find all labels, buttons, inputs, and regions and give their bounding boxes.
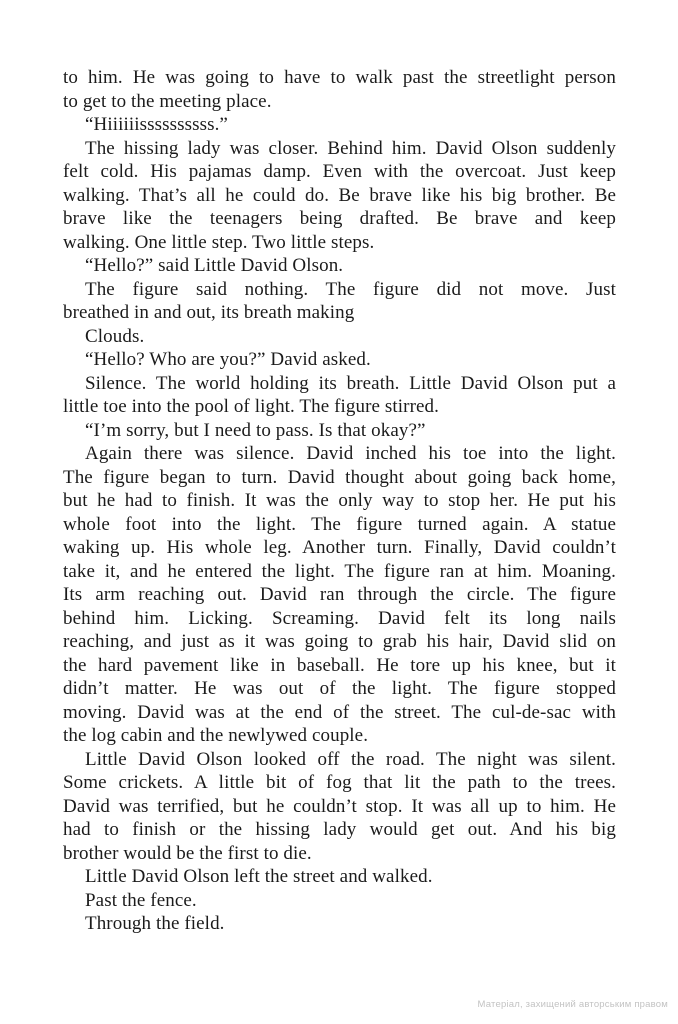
text-line: had to finish or the hissing lady would get out. And his big xyxy=(63,819,616,840)
text-line: Clouds. xyxy=(85,325,145,347)
page-text xyxy=(63,66,616,936)
paragraph xyxy=(63,372,616,419)
text-line: felt cold. His pajamas damp. Even with the overcoat. Just keep xyxy=(63,161,616,182)
text-line: little toe into the pool of light. The figure stirred. xyxy=(63,396,440,417)
text-line: “I’m sorry, but I need to pass. Is that okay?” xyxy=(85,419,426,441)
text-line: waking up. His whole leg. Another turn. Finally, David couldn’t xyxy=(63,537,616,558)
copyright-watermark: Матеріал, захищений авторським правом xyxy=(477,999,668,1010)
text-line: Again there was silence. David inched his toe into the light. xyxy=(85,443,616,464)
paragraph xyxy=(63,113,616,137)
text-line: Past the fence. xyxy=(85,889,197,911)
text-line: but he had to finish. It was the only way to stop her. He put his xyxy=(63,490,616,511)
paragraph xyxy=(63,442,616,748)
paragraph xyxy=(63,137,616,255)
paragraph xyxy=(63,325,616,349)
paragraph xyxy=(63,348,616,372)
text-line: The figure began to turn. David thought about going back home, xyxy=(63,466,616,488)
text-line: “Hello?” said Little David Olson. xyxy=(85,255,344,276)
text-line: Through the field. xyxy=(85,913,225,934)
text-line: moving. David was at the end of the street. The cul-de-sac with xyxy=(63,701,616,723)
text-line: Silence. The world holding its breath. Little David Olson put a xyxy=(85,372,616,394)
paragraph xyxy=(63,66,616,113)
text-line: Its arm reaching out. David ran through the circle. The figure xyxy=(63,584,616,605)
paragraph xyxy=(63,748,616,866)
paragraph xyxy=(63,912,616,936)
text-line: breathed in and out, its breath making xyxy=(63,302,355,323)
text-line: Little David Olson looked off the road. The night was silent. xyxy=(85,748,616,770)
paragraph xyxy=(63,254,616,278)
text-line: didn’t matter. He was out of the light. The figure stopped xyxy=(63,678,616,699)
text-line: take it, and he entered the light. The figure ran at him. Moaning. xyxy=(63,560,616,582)
text-line: Little David Olson left the street and walked. xyxy=(85,866,433,887)
text-line: walking. That’s all he could do. Be brave like his big brother. Be xyxy=(63,184,616,206)
text-line: whole foot into the light. The figure turned again. A statue xyxy=(63,513,616,535)
text-line: David was terrified, but he couldn’t stop. It was all up to him. He xyxy=(63,795,616,817)
text-line: behind him. Licking. Screaming. David felt its long nails xyxy=(63,607,616,629)
text-line: brother would be the first to die. xyxy=(63,842,312,864)
paragraph xyxy=(63,889,616,913)
text-line: The hissing lady was closer. Behind him. David Olson suddenly xyxy=(85,137,616,159)
text-line: “Hello? Who are you?” David asked. xyxy=(85,349,371,370)
text-line: to get to the meeting place. xyxy=(63,90,272,112)
text-line: “Hiiiiiissssssssss.” xyxy=(85,114,228,135)
text-line: the hard pavement like in baseball. He tore up his knee, but it xyxy=(63,654,616,676)
text-line: reaching, and just as it was going to grab his hair, David slid on xyxy=(63,631,616,652)
text-line: the log cabin and the newlywed couple. xyxy=(63,725,369,746)
paragraph xyxy=(63,865,616,889)
text-line: brave like the teenagers being drafted. Be brave and keep xyxy=(63,208,616,229)
paragraph xyxy=(63,278,616,325)
text-line: to him. He was going to have to walk past the streetlight person xyxy=(63,67,616,88)
text-line: The figure said nothing. The figure did not move. Just xyxy=(85,278,616,300)
text-line: Some crickets. A little bit of fog that lit the path to the trees. xyxy=(63,772,616,793)
text-line: walking. One little step. Two little steps. xyxy=(63,231,375,253)
paragraph xyxy=(63,419,616,443)
